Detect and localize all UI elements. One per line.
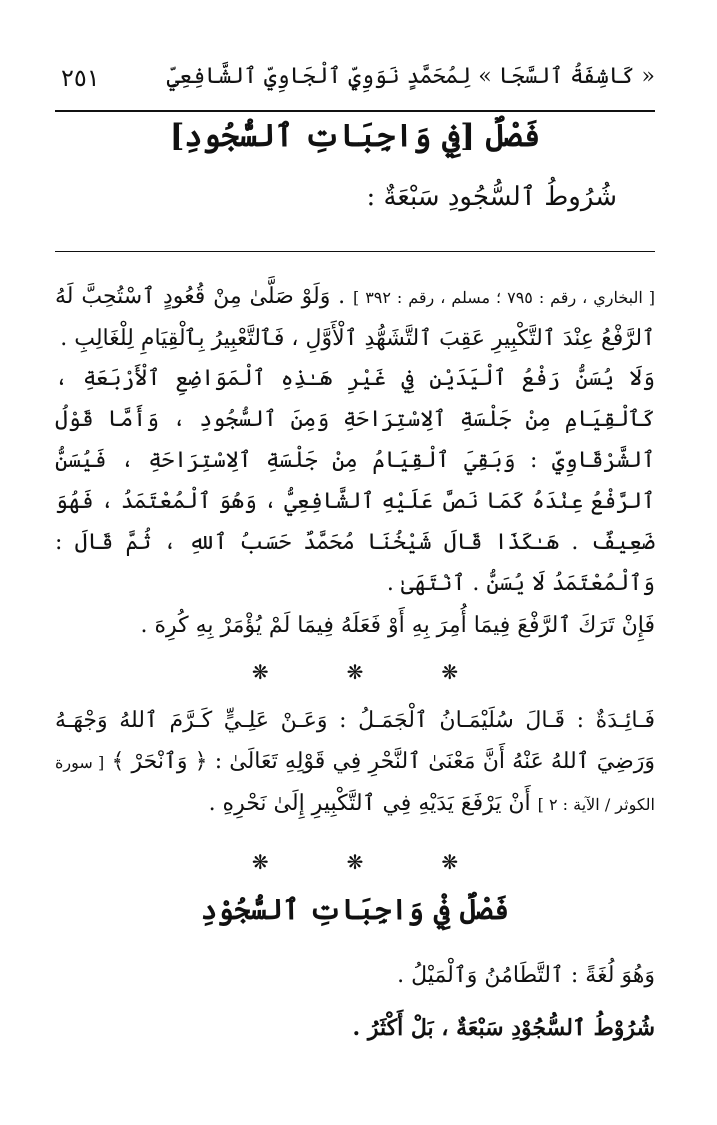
page-number: ٢٥١: [61, 64, 100, 92]
text-divider: [55, 251, 655, 252]
star-ornament: ❋: [441, 850, 459, 874]
conditions-line: شُرُوْطُ ٱلسُّجُوْدِ سَبْعَةٌ ، بَلْ أَكْثَرُ .: [352, 1015, 655, 1041]
commentary-paragraph-3: فَإِنْ تَرَكَ ٱلرَّفْعَ فِيمَا أُمِرَ بِهِ أَوْ فَعَلَهُ فِيمَا لَمْ يُؤْمَرْ بِهِ كُرِهَ .: [140, 613, 655, 638]
section-title: فَصْلٌ [فِي وَاجِبَاتِ ٱلسُّجُودِ]: [169, 118, 541, 154]
commentary-paragraph-1: [55, 276, 655, 359]
running-header: [55, 58, 655, 98]
section-subtitle: شُرُوطُ ٱلسُّجُودِ سَبْعَةٌ :: [366, 182, 617, 212]
benefit-paragraph: [55, 700, 655, 825]
running-title: « كَاشِفَةُ ٱلسَّجَا » لِمُحَمَّدٍ نَوَوِيٍّ ٱلْجَاوِيِّ ٱلشَّافِعِيِّ: [166, 64, 655, 89]
star-ornament: ❋: [251, 850, 269, 874]
commentary-paragraph-2: وَلَا يُسَنُّ رَفْعُ ٱلْيَدَيْنِ فِي غَيْرِ هَـٰذِهِ ٱلْمَوَاضِعِ ٱلْأَرْبَعَةِ ، كَٱلْقِيَامِ مِنْ جَلْسَةِ ٱلِاسْتِرَاحَةِ وَمِنَ ٱلسُّجُودِ ، وَأَمَّا قَوْلُ ٱلشَّرْقَاوِيِّ : وَبَقِيَ ٱلْقِيَامُ مِنْ جَلْسَةِ ٱلِاسْتِرَاحَةِ ، فَيُسَنُّ ٱلرَّفْعُ عِنْدَهُ كَمَا نَصَّ عَلَيْهِ ٱلشَّافِعِيُّ ، وَهُوَ ٱلْمُعْتَمَدُ ، فَهُوَ ضَعِيفٌ . هَـٰكَذَا قَالَ شَيْخُنَا مُحَمَّدٌ حَسَبُ ٱللهِ ، ثُمَّ قَالَ : وَٱلْمُعْتَمَدُ لَا يُسَنُّ . ٱنْتَهَىٰ .: [55, 366, 655, 596]
section-title-2: فَصْلٌ فِيْ وَاجِبَاتِ ٱلسُّجُوْدِ: [200, 893, 510, 926]
header-rule: [55, 110, 655, 112]
star-ornament: ❋: [346, 850, 364, 874]
separator-stars: [55, 660, 655, 684]
hadith-reference: [ البخاري ، رقم : ٧٩٥ ؛ مسلم ، رقم : ٣٩٢ ]: [353, 288, 656, 307]
paragraph-text: . وَلَوْ صَلَّىٰ مِنْ قُعُودٍ ٱسْتُحِبَّ لَهُ ٱلرَّفْعُ عِنْدَ ٱلتَّكْبِيرِ عَقِبَ ٱلتَّشَهُّدِ ٱلْأَوَّلِ ، فَٱلتَّعْبِيرُ بِٱلْقِيَامِ لِلْغَالِبِ .: [55, 284, 655, 351]
separator-stars: [55, 850, 655, 874]
definition-line: وَهُوَ لُغَةً : ٱلتَّطَامُنُ وَٱلْمَيْلُ .: [397, 963, 655, 988]
star-ornament: ❋: [346, 660, 364, 684]
paragraph-text: أَنْ يَرْفَعَ يَدَيْهِ فِي ٱلتَّكْبِيرِ إِلَىٰ نَحْرِهِ .: [208, 791, 538, 816]
paragraph-text: فَـائِـدَةٌ : قَـالَ سُلَيْمَـانُ ٱلْجَمَـلُ : وَعَـنْ عَلِـيٍّ كَـرَّمَ ٱللهُ وَجْهَـهُ وَرَضِيَ ٱللهُ عَنْهُ أَنَّ مَعْنَىٰ ٱلنَّحْرِ فِي قَوْلِهِ تَعَالَىٰ : ﴿ وَٱنْحَرْ ﴾: [55, 708, 655, 774]
star-ornament: ❋: [441, 660, 459, 684]
quran-reference: [ سورة الكوثر / الآية : ٢ ]: [55, 753, 655, 814]
star-ornament: ❋: [251, 660, 269, 684]
